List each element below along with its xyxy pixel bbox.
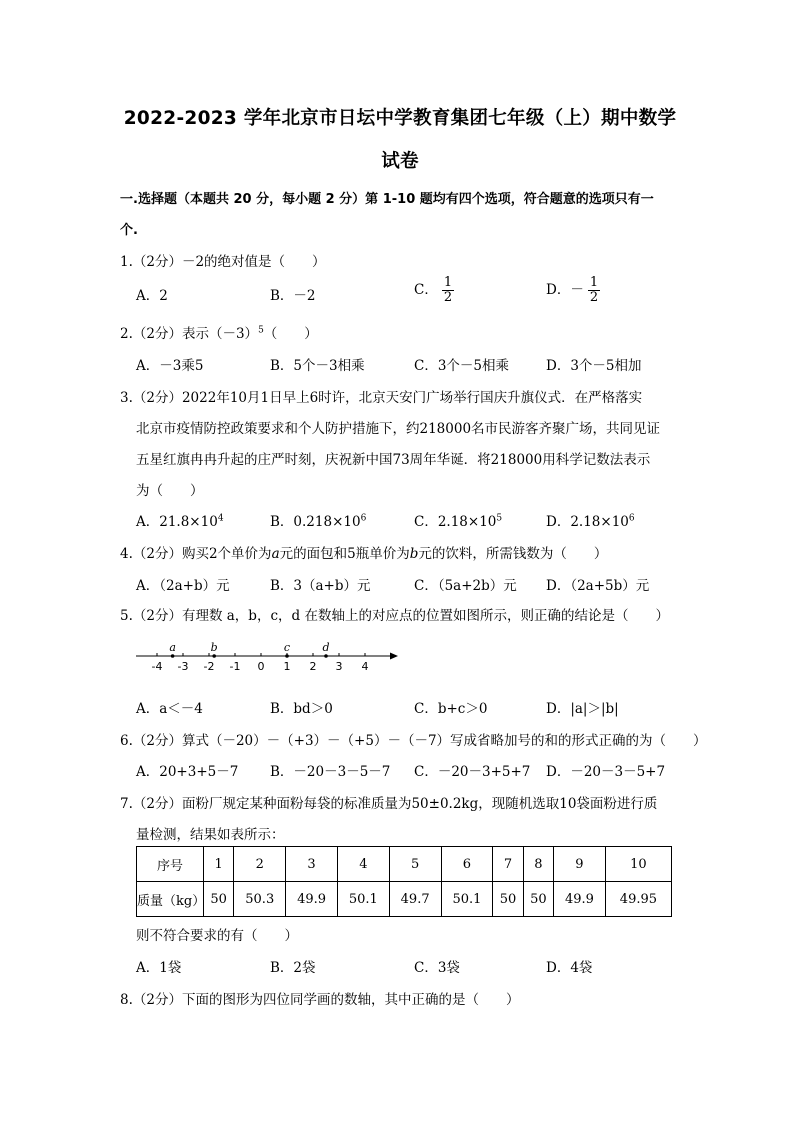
table-header-cell: 序号 [137,847,204,882]
q3-option-d [546,510,635,530]
number-line-tick-label: 3 [335,660,343,673]
q3-option-a [136,510,224,530]
question-1-stem: 1.（2分）－2的绝对值是（ ） [120,254,326,270]
table-cell: 50.3 [234,882,286,917]
number-line-point [285,654,289,658]
q4-stem-part-3: 元的饮料，所需钱数为（ ） [418,546,608,562]
q5-option-a: A．a＜－4 [136,701,203,717]
q3-option-c-text: C．2.18×10 [414,514,497,530]
q4-var-a: a [271,546,280,562]
q5-option-b: B．bd＞0 [270,701,333,717]
number-line-tick-label: -1 [229,660,241,673]
question-7-stem-line-2: 量检测，结果如表所示： [136,827,285,843]
number-line-tick-label: -3 [177,660,189,673]
table-cell: 7 [493,847,523,882]
fraction-numerator: 1 [443,275,453,290]
page-title-line-2: 试卷 [381,151,419,172]
number-line-figure [132,636,402,676]
question-7-stem: 7.（2分）面粉厂规定某种面粉每袋的标准质量为50±0.2kg，现随机选取10袋面粉进行质 [120,796,658,812]
q3-option-d-exp: 6 [628,513,635,524]
fraction-denominator: 2 [443,290,453,305]
table-cell: 49.7 [389,882,441,917]
table-cell: 1 [204,847,234,882]
table-cell: 6 [441,847,493,882]
q6-option-b: B．－20－3－5－7 [270,764,391,780]
number-line-tick-label: -2 [203,660,215,673]
q2-option-a: A．－3乘5 [136,358,204,374]
q3-option-a-exp: 4 [217,513,224,524]
question-3-stem: 3.（2分）2022年10月1日早上6时许，北京天安门广场举行国庆升旗仪式．在严格落实 [120,390,643,406]
q5-option-c: C．b+c＞0 [414,701,488,717]
q7-option-d: D．4袋 [546,960,593,976]
number-line-tick-label: 4 [361,660,369,673]
q1-option-d-fraction [588,276,600,305]
number-line-tick-label: 1 [283,660,291,673]
q3-option-d-text: D．2.18×10 [546,514,629,530]
table-cell: 50 [523,882,553,917]
q4-stem-part-1: 4.（2分）购买2个单价为 [120,546,272,562]
number-line-point-label: b [210,641,218,654]
table-cell: 2 [234,847,286,882]
q2-exponent: 5 [258,325,264,336]
q1-option-c [414,276,454,305]
table-cell: 9 [554,847,606,882]
page-title-line-1: 2022-2023 学年北京市日坛中学教育集团七年级（上）期中数学 [123,108,677,129]
q4-option-b: B．3（a+b）元 [270,578,371,594]
question-8-stem: 8.（2分）下面的图形为四位同学画的数轴，其中正确的是（ ） [120,992,520,1008]
q4-var-b: b [409,546,419,562]
number-line-tick-label: -4 [151,660,163,673]
q7-option-c: C．3袋 [414,960,460,976]
q4-option-a: A．（2a+b）元 [136,578,230,594]
q1-option-d-label: D．－ [546,282,584,298]
q3-option-c-exp: 5 [496,513,503,524]
table-cell: 10 [605,847,671,882]
q4-option-d: D．（2a+5b）元 [546,578,650,594]
table-row [137,847,672,882]
table-cell: 49.9 [554,882,606,917]
question-5-stem: 5.（2分）有理数 a，b，c，d 在数轴上的对应点的位置如图所示，则正确的结论是（ ） [120,608,669,624]
q2-option-d: D．3个－5相加 [546,358,642,374]
q3-option-b-exp: 6 [360,513,367,524]
q6-option-d: D．－20－3－5+7 [546,764,666,780]
question-2-stem [120,322,318,342]
q1-option-c-label: C． [414,282,438,298]
number-line-point-label: c [283,641,291,654]
table-cell: 3 [286,847,338,882]
table-cell: 4 [337,847,389,882]
question-4-stem [120,542,607,562]
question-6-stem: 6.（2分）算式（－20）－（+3）－（+5）－（－7）写成省略加号的和的形式正确的为（ ） [120,733,707,749]
table-header-cell: 质量（kg） [137,882,204,917]
q1-option-a: A．2 [136,288,168,304]
number-line-point-label: a [169,641,176,654]
number-line-tick-label: 0 [257,660,265,673]
q3-option-b-text: B．0.218×10 [270,514,361,530]
q3-option-b [270,510,366,530]
table-cell: 50 [493,882,523,917]
q7-option-a: A．1袋 [136,960,182,976]
fraction-numerator: 1 [589,275,599,290]
q1-option-c-fraction [442,276,454,305]
q6-option-c: C．－20－3+5+7 [414,764,531,780]
section-heading: 一.选择题（本题共 20 分，每小题 2 分）第 1-10 题均有四个选项，符合题意的选项只有一 [120,192,654,207]
table-cell: 50 [204,882,234,917]
q7-option-b: B．2袋 [270,960,316,976]
q7-mass-table [136,846,672,917]
q2-stem-text: 2.（2分）表示（－3） [120,326,259,342]
number-line-point [324,654,328,658]
q3-option-c [414,510,502,530]
q6-option-a: A．20+3+5－7 [136,764,239,780]
q1-option-d [546,276,600,305]
question-3-stem-line-3: 五星红旗冉冉升起的庄严时刻，庆祝新中国73周年华诞．将218000用科学记数法表示 [136,452,651,468]
number-line-tick-label: 2 [309,660,317,673]
q4-stem-part-2: 元的面包和5瓶单价为 [279,546,410,562]
q2-option-b: B．5个－3相乘 [270,358,365,374]
q3-option-a-text: A．21.8×10 [136,514,218,530]
table-cell: 5 [389,847,441,882]
question-7-prompt: 则不符合要求的有（ ） [136,928,298,944]
section-heading-cont: 个. [120,223,138,238]
number-line-point [171,654,175,658]
table-cell: 8 [523,847,553,882]
number-line-arrow [390,653,398,660]
table-cell: 50.1 [441,882,493,917]
fraction-denominator: 2 [589,290,599,305]
table-row [137,882,672,917]
table-cell: 50.1 [337,882,389,917]
question-3-stem-line-2: 北京市疫情防控政策要求和个人防护措施下，约218000名市民游客齐聚广场，共同见证 [136,421,661,437]
q1-option-b: B．－2 [270,288,316,304]
question-3-stem-line-4: 为（ ） [136,483,204,499]
table-cell: 49.95 [605,882,671,917]
table-cell: 49.9 [286,882,338,917]
q4-option-c: C．（5a+2b）元 [414,578,517,594]
q5-option-d: D．|a|＞|b| [546,701,619,717]
q2-stem-end: （ ） [263,326,318,342]
number-line-point-label: d [322,641,330,654]
number-line-points [169,641,329,658]
q2-option-c: C．3个－5相乘 [414,358,510,374]
number-line-point [212,654,216,658]
